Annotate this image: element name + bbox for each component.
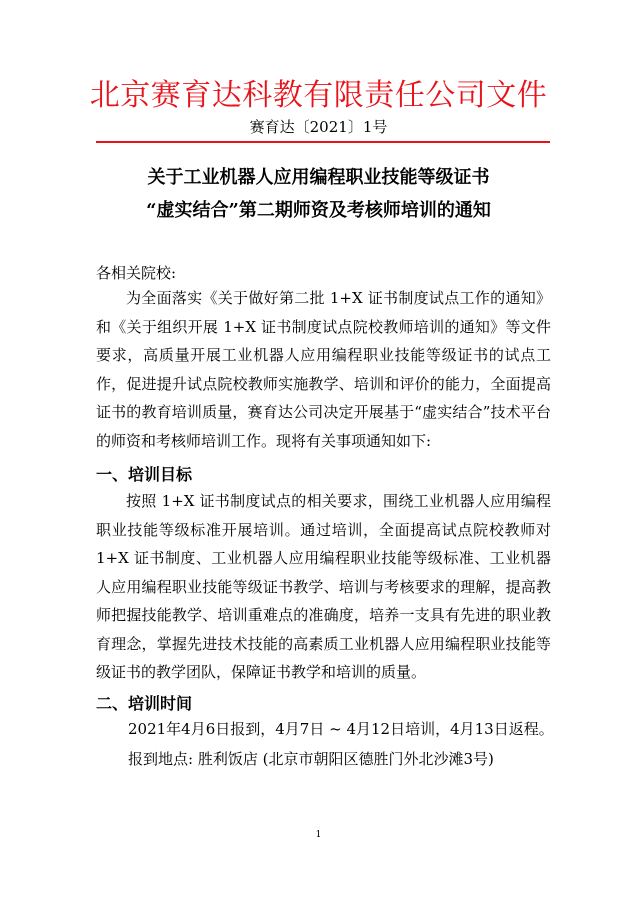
section-heading-training-time: 二、培训时间 <box>96 694 193 713</box>
salutation: 各相关院校: <box>96 264 177 282</box>
training-schedule-line: 2021年4月6日报到，4月7日 ~ 4月12日培训，4月13日返程。 <box>128 720 554 738</box>
red-divider-rule <box>96 141 550 143</box>
check-in-location-line: 报到地点: 胜利饭店 (北京市朝阳区德胜门外北沙滩3号) <box>128 750 494 768</box>
notice-title-line-2: “虚实结合”第二期师资及考核师培训的通知 <box>146 200 491 221</box>
company-header-title: 北京赛育达科教有限责任公司文件 <box>89 78 548 113</box>
intro-paragraph: 为全面落实《关于做好第二批 1+X 证书制度试点工作的通知》和《关于组织开展 1+X 证书制度试点院校教师培训的通知》等文件要求，高质量开展工业机器人应用编程职业技能等级证书的试点工作，促进提升试点院校教师实施教学、培训和评价的能力，全面提高证书的教育培训质量，赛育达公司决定开展基于“虚实结合”技术平台的师资和考核师培训工作。现将有关事项通知如下: <box>96 289 551 450</box>
notice-title-line-1: 关于工业机器人应用编程职业技能等级证书 <box>147 167 490 188</box>
page-number: 1 <box>315 830 322 840</box>
training-goal-paragraph: 按照 1+X 证书制度试点的相关要求，围绕工业机器人应用编程职业技能等级标准开展培训。通过培训，全面提高试点院校教师对 1+X 证书制度、工业机器人应用编程职业技能等级标准、工业机器人应用编程职业技能等级证书教学、培训与考核要求的理解，提高教师把握技能教学、培训重难点的准确度，培养一支具有先进的职业教育理念，掌握先进技术技能的高素质工业机器人应用编程职业技能等级证书的教学团队，保障证书教学和培训的质量。 <box>96 492 551 681</box>
section-heading-training-goal: 一、培训目标 <box>96 465 193 484</box>
document-number: 赛育达〔2021〕1号 <box>249 118 388 136</box>
